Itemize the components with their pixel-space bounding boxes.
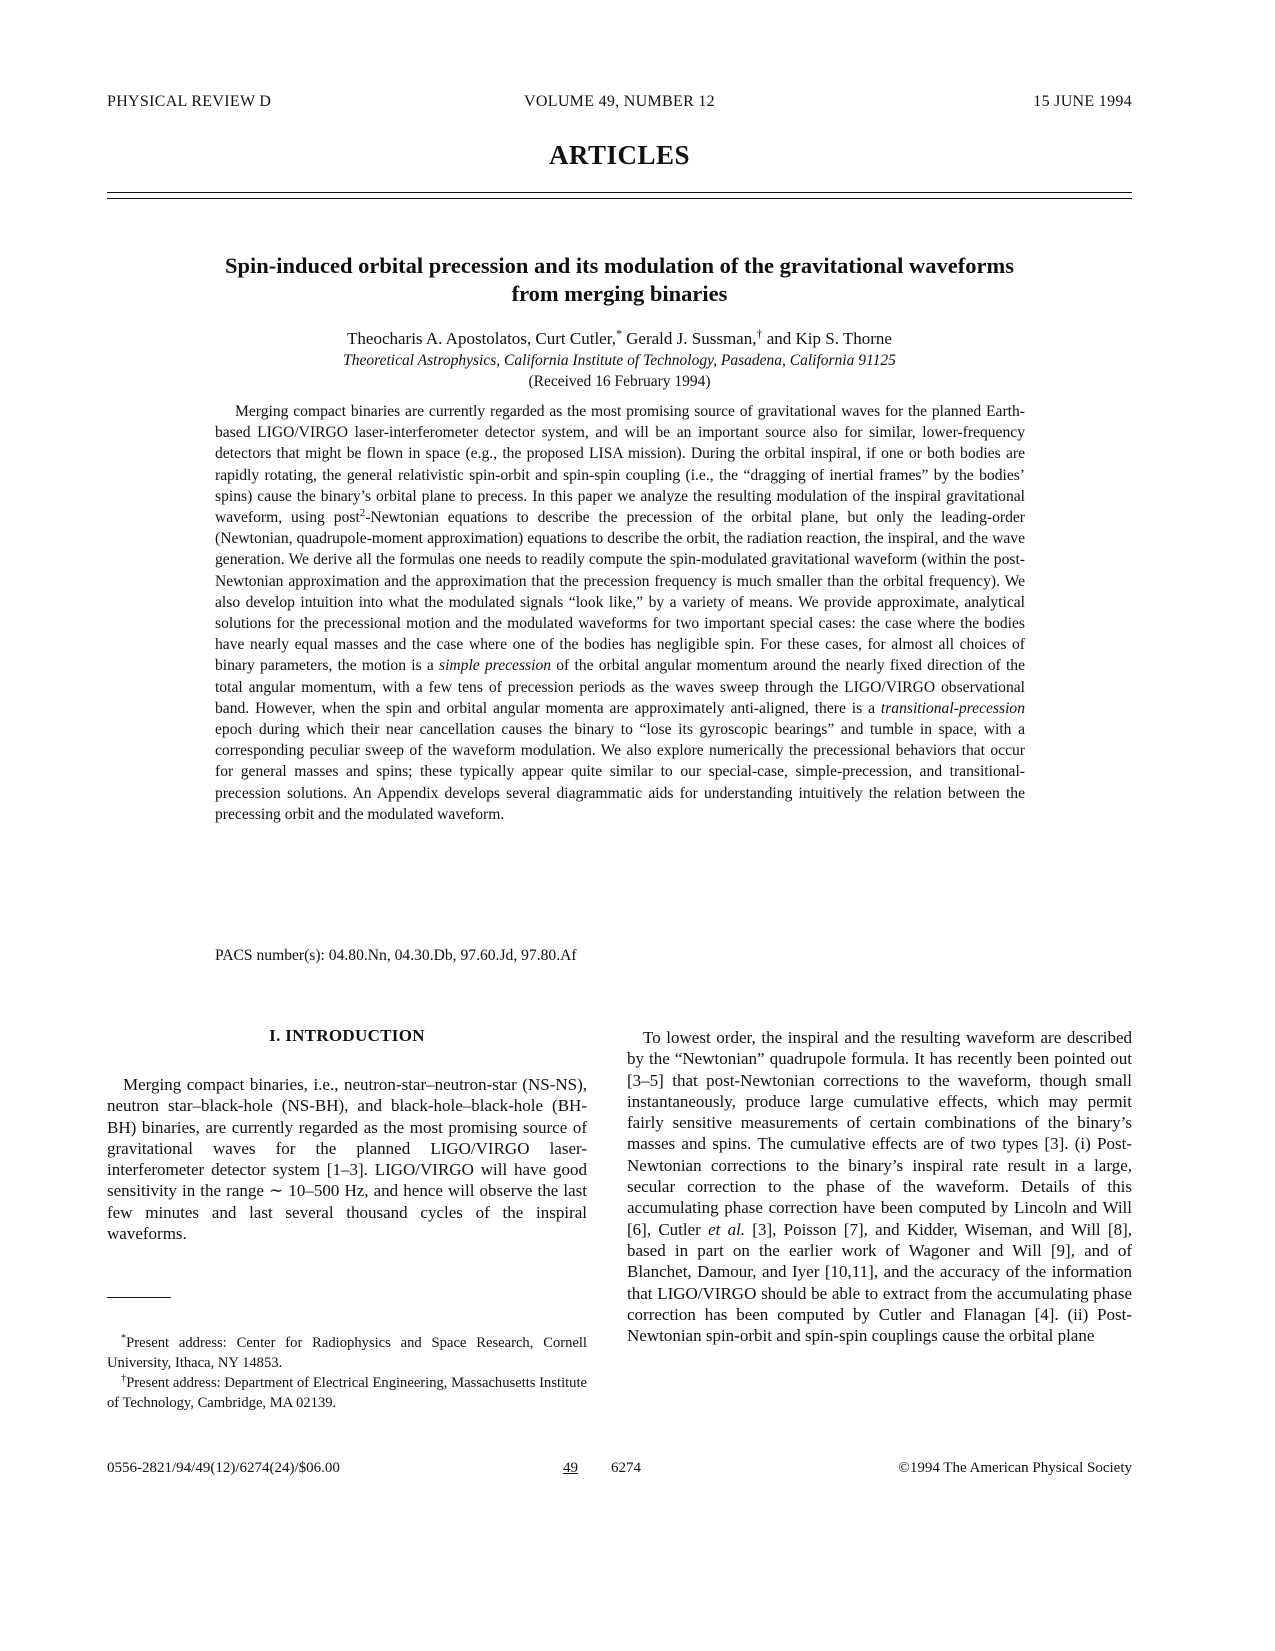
journal-name: PHYSICAL REVIEW D <box>107 93 272 110</box>
author-list <box>107 328 1132 350</box>
author-footnote-mark-1: * <box>615 326 622 341</box>
intro-paragraph-left: Merging compact binaries, i.e., neutron-star–neutron-star (NS-NS), neutron star–black-hole (NS-BH), and black-hole–black-hole (BH-BH) binaries, are currently regarded as the most promising source of gravitational waves for the planned LIGO/VIRGO laser-interferometer detector system [1–3]. LIGO/VIRGO will have good sensitivity in the range ∼ 10–500 Hz, and hence will observe the last few minutes and last several thousand cycles of the inspiral waveforms. <box>107 1075 587 1244</box>
abstract-text-2: -Newtonian equations to describe the precession of the orbital plane, but only the leading-order (Newtonian, quadrupole-moment approximation) equations to describe the orbit, the radiation reaction, the inspiral, and the wave generation. We derive all the formulas one needs to readily compute the spin-modulated gravitational waveform (within the post-Newtonian approximation and the approximation that the precession frequency is much smaller than the orbital frequency). We also develop intuition into what the modulated signals “look like,” by a variety of means. We provide approximate, analytical solutions for the precessional motion and the modulated waveforms for two important special cases: the case where the bodies have nearly equal masses and the case where one of the bodies has negligible spin. For these cases, for almost all choices of binary parameters, the motion is a <box>215 509 1025 675</box>
running-head <box>107 93 1132 117</box>
page-number: 6274 <box>611 1460 641 1476</box>
abstract-emphasis-1: simple precession <box>439 657 552 675</box>
author-group-1: Theocharis A. Apostolatos, Curt Cutler, <box>347 329 616 348</box>
abstract-text-3: of the orbital angular momentum around the nearly fixed direction of the total angular momentum, with a few tens of precession periods as the waves sweep through the LIGO/VIRGO observational band. However, when the spin and orbital angular momenta are approximately anti-aligned, there is a <box>215 657 1025 717</box>
double-rule-bottom <box>107 198 1132 199</box>
title-line-1: Spin-induced orbital precession and its modulation of the gravitational waveforms <box>224 253 1014 278</box>
intro-paragraph-right <box>627 1027 1132 1346</box>
affiliation: Theoretical Astrophysics, California Institute of Technology, Pasadena, California 91125 <box>343 352 896 369</box>
issue-date: 15 JUNE 1994 <box>1033 93 1132 110</box>
section-label: ARTICLES <box>548 140 691 170</box>
footnote-text-1: Present address: Center for Radiophysics and Space Research, Cornell University, Ithaca, NY 14853. <box>107 1335 587 1371</box>
author-footnote-mark-2: † <box>756 326 763 341</box>
footnote-mark-2: † <box>121 1373 127 1385</box>
abstract <box>215 401 1025 825</box>
paper-title <box>107 252 1132 308</box>
intro-right-text-1: To lowest order, the inspiral and the resulting waveform are described by the “Newtonian” quadrupole formula. It has recently been pointed out [3–5] that post-Newtonian corrections to the waveform, though small instantaneously, produce large cumulative effects, which may permit fairly sensitive measurements of certain combinations of the binary’s masses and spins. The cumulative effects are of two types [3]. (i) Post-Newtonian corrections to the binary’s inspiral rate result in a large, secular correction to the phase of the waveform. Details of this accumulating phase correction have been computed by Lincoln and Will [6], Cutler <box>627 1028 1132 1239</box>
footnote-mark-1: * <box>121 1333 127 1345</box>
double-rule-top <box>107 192 1132 193</box>
volume-number: VOLUME 49, NUMBER 12 <box>524 93 715 110</box>
abstract-text-4: epoch during which their near cancellation causes the binary to “lose its gyroscopic bearings” and tumble in space, with a corresponding peculiar sweep of the waveform modulation. We also explore numerically the precessional behaviors that occur for general masses and spins; these typically appear quite similar to our special-case, simple-precession, and transitional-precession solutions. An Appendix develops several diagrammatic aids for understanding intuitively the relation between the precessing orbit and the modulated waveform. <box>215 721 1025 823</box>
footer-volume: 49 <box>563 1460 578 1476</box>
footnote-rule <box>107 1297 171 1298</box>
author-group-2: Gerald J. Sussman, <box>621 329 757 348</box>
footnotes <box>107 1333 587 1413</box>
copyright-notice: ©1994 The American Physical Society <box>898 1460 1132 1476</box>
section-heading-introduction: I. INTRODUCTION <box>269 1026 425 1045</box>
page-footer <box>107 1460 1132 1482</box>
intro-right-emphasis: et al. <box>708 1219 746 1239</box>
intro-right-text-2: [3], Poisson [7], and Kidder, Wiseman, and Will [8], based in part on the earlier work of Wagoner and Will [9], and of Blanchet, Damour, and Iyer [10,11], and the accuracy of the information that LIGO/VIRGO should be able to extract from the accumulating phase correction has been computed by Cutler and Flanagan [4]. (ii) Post-Newtonian spin-orbit and spin-spin couplings cause the orbital plane <box>627 1219 1132 1346</box>
article-code: 0556-2821/94/49(12)/6274(24)/$06.00 <box>107 1460 340 1476</box>
abstract-superscript: 2 <box>359 506 366 519</box>
footnote-1 <box>107 1333 587 1373</box>
author-group-3: and Kip S. Thorne <box>762 329 892 348</box>
footnote-text-2: Present address: Department of Electrical Engineering, Massachusetts Institute of Technology, Cambridge, MA 02139. <box>107 1375 588 1411</box>
footnote-2 <box>107 1373 587 1413</box>
title-line-2: from merging binaries <box>511 281 728 306</box>
abstract-emphasis-2: transitional-precession <box>880 699 1025 717</box>
pacs-numbers: PACS number(s): 04.80.Nn, 04.30.Db, 97.60.Jd, 97.80.Af <box>215 947 577 964</box>
received-date: (Received 16 February 1994) <box>528 373 711 390</box>
abstract-text-1: Merging compact binaries are currently regarded as the most promising source of gravitational waves for the planned Earth-based LIGO/VIRGO laser-interferometer detector system, and will be an important source also for similar, lower-frequency detectors that might be flown in space (e.g., the proposed LISA mission). During the orbital inspiral, if one or both bodies are rapidly rotating, the general relativistic spin-orbit and spin-spin coupling (i.e., the “dragging of inertial frames” by the bodies’ spins) cause the binary’s orbital plane to precess. In this paper we analyze the resulting modulation of the inspiral gravitational waveform, using post <box>215 403 1025 527</box>
